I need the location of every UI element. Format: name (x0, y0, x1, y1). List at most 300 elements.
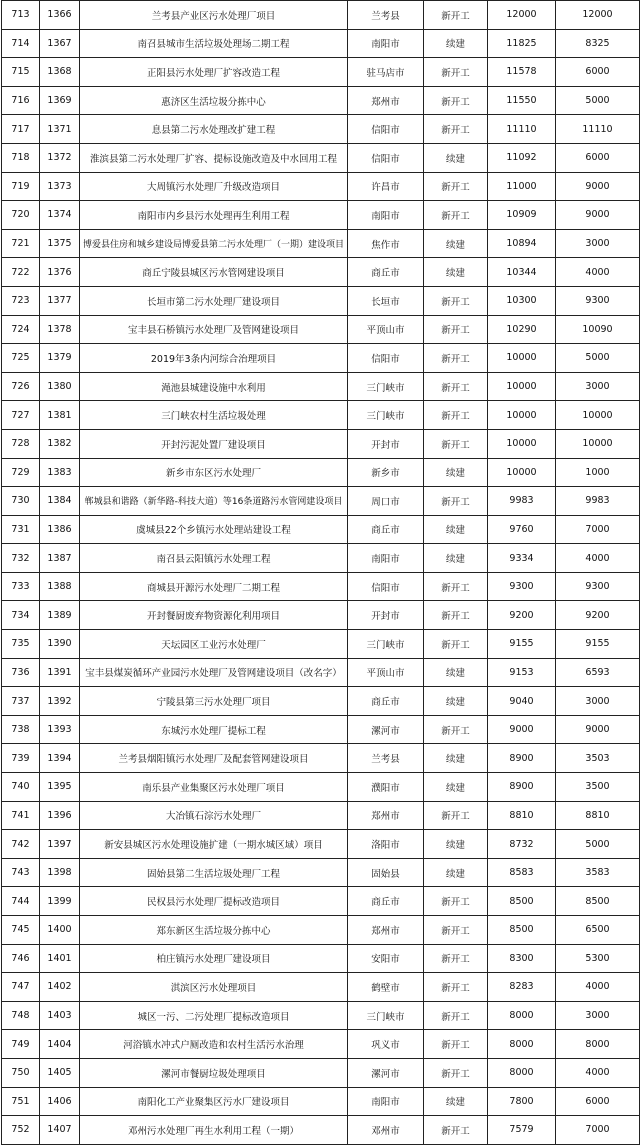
city-cell: 信阳市 (348, 115, 424, 144)
table-row (2, 401, 640, 430)
table-row (2, 1001, 640, 1030)
status-cell: 续建 (424, 458, 488, 487)
project-name-cell: 博爱县住房和城乡建设局博爱县第二污水处理厂（一期）建设项目 (80, 229, 348, 258)
project-id-cell: 1379 (40, 344, 80, 373)
project-id-cell: 1369 (40, 86, 80, 115)
total-investment-cell: 10000 (488, 372, 556, 401)
planned-investment-cell: 5000 (556, 344, 640, 373)
planned-investment-cell: 5300 (556, 944, 640, 973)
project-name-cell: 虞城县22个乡镇污水处理站建设工程 (80, 515, 348, 544)
status-cell: 新开工 (424, 58, 488, 87)
total-investment-cell: 8000 (488, 1058, 556, 1087)
project-name-cell: 惠济区生活垃圾分拣中心 (80, 86, 348, 115)
project-name-cell: 大周镇污水处理厂升级改造项目 (80, 172, 348, 201)
total-investment-cell: 7800 (488, 1087, 556, 1116)
status-cell: 续建 (424, 1087, 488, 1116)
table-row (2, 29, 640, 58)
project-id-cell: 1383 (40, 458, 80, 487)
planned-investment-cell: 8810 (556, 801, 640, 830)
total-investment-cell: 10909 (488, 201, 556, 230)
row-index-cell: 739 (2, 744, 40, 773)
project-id-cell: 1396 (40, 801, 80, 830)
planned-investment-cell: 12000 (556, 1, 640, 30)
project-name-cell: 淇滨区污水处理项目 (80, 973, 348, 1002)
table-row (2, 572, 640, 601)
planned-investment-cell: 10090 (556, 315, 640, 344)
planned-investment-cell: 11110 (556, 115, 640, 144)
city-cell: 商丘市 (348, 887, 424, 916)
row-index-cell: 748 (2, 1001, 40, 1030)
row-index-cell: 749 (2, 1030, 40, 1059)
project-id-cell: 1376 (40, 258, 80, 287)
project-name-cell: 正阳县污水处理厂扩容改造工程 (80, 58, 348, 87)
project-id-cell: 1380 (40, 372, 80, 401)
table-row (2, 773, 640, 802)
planned-investment-cell: 3583 (556, 858, 640, 887)
city-cell: 周口市 (348, 487, 424, 516)
row-index-cell: 716 (2, 86, 40, 115)
city-cell: 长垣市 (348, 286, 424, 315)
status-cell: 新开工 (424, 801, 488, 830)
city-cell: 商丘市 (348, 687, 424, 716)
status-cell: 新开工 (424, 86, 488, 115)
project-id-cell: 1401 (40, 944, 80, 973)
project-name-cell: 淮滨县第二污水处理厂扩容、提标设施改造及中水回用工程 (80, 143, 348, 172)
status-cell: 续建 (424, 773, 488, 802)
row-index-cell: 726 (2, 372, 40, 401)
table-row (2, 830, 640, 859)
project-id-cell: 1393 (40, 715, 80, 744)
project-name-cell: 郸城县和谐路（新华路-科技大道）等16条道路污水管网建设项目 (80, 487, 348, 516)
table-row (2, 1, 640, 30)
row-index-cell: 717 (2, 115, 40, 144)
total-investment-cell: 7579 (488, 1116, 556, 1145)
project-id-cell: 1405 (40, 1058, 80, 1087)
project-name-cell: 城区一污、二污处理厂提标改造项目 (80, 1001, 348, 1030)
status-cell: 新开工 (424, 115, 488, 144)
total-investment-cell: 10000 (488, 458, 556, 487)
project-id-cell: 1378 (40, 315, 80, 344)
project-id-cell: 1399 (40, 887, 80, 916)
status-cell: 续建 (424, 544, 488, 573)
project-id-cell: 1390 (40, 630, 80, 659)
table-row (2, 344, 640, 373)
row-index-cell: 736 (2, 658, 40, 687)
status-cell: 新开工 (424, 315, 488, 344)
table-row (2, 143, 640, 172)
planned-investment-cell: 6000 (556, 143, 640, 172)
total-investment-cell: 8732 (488, 830, 556, 859)
table-row (2, 229, 640, 258)
total-investment-cell: 10300 (488, 286, 556, 315)
status-cell: 续建 (424, 858, 488, 887)
project-id-cell: 1373 (40, 172, 80, 201)
planned-investment-cell: 6500 (556, 916, 640, 945)
project-name-cell: 兰考县烟阳镇污水处理厂及配套管网建设项目 (80, 744, 348, 773)
table-row (2, 715, 640, 744)
table-row (2, 630, 640, 659)
project-name-cell: 东城污水处理厂提标工程 (80, 715, 348, 744)
row-index-cell: 746 (2, 944, 40, 973)
table-row (2, 544, 640, 573)
table-row (2, 115, 640, 144)
project-id-cell: 1384 (40, 487, 80, 516)
table-row (2, 601, 640, 630)
total-investment-cell: 9983 (488, 487, 556, 516)
project-id-cell: 1368 (40, 58, 80, 87)
planned-investment-cell: 9000 (556, 201, 640, 230)
planned-investment-cell: 7000 (556, 515, 640, 544)
planned-investment-cell: 9300 (556, 572, 640, 601)
status-cell: 新开工 (424, 572, 488, 601)
status-cell: 新开工 (424, 286, 488, 315)
row-index-cell: 735 (2, 630, 40, 659)
status-cell: 续建 (424, 143, 488, 172)
total-investment-cell: 8500 (488, 916, 556, 945)
total-investment-cell: 8500 (488, 887, 556, 916)
status-cell: 新开工 (424, 1030, 488, 1059)
planned-investment-cell: 9200 (556, 601, 640, 630)
total-investment-cell: 9334 (488, 544, 556, 573)
project-name-cell: 南阳市内乡县污水处理再生利用工程 (80, 201, 348, 230)
planned-investment-cell: 6000 (556, 58, 640, 87)
row-index-cell: 742 (2, 830, 40, 859)
planned-investment-cell: 5000 (556, 86, 640, 115)
city-cell: 信阳市 (348, 344, 424, 373)
table-row (2, 973, 640, 1002)
table-row (2, 658, 640, 687)
project-name-cell: 邓州污水处理厂再生水利用工程（一期） (80, 1116, 348, 1145)
status-cell: 新开工 (424, 1058, 488, 1087)
status-cell: 新开工 (424, 601, 488, 630)
total-investment-cell: 11000 (488, 172, 556, 201)
city-cell: 焦作市 (348, 229, 424, 258)
city-cell: 南阳市 (348, 1087, 424, 1116)
city-cell: 平顶山市 (348, 315, 424, 344)
city-cell: 许昌市 (348, 172, 424, 201)
project-id-cell: 1387 (40, 544, 80, 573)
project-id-cell: 1395 (40, 773, 80, 802)
status-cell: 续建 (424, 658, 488, 687)
table-row (2, 58, 640, 87)
planned-investment-cell: 8500 (556, 887, 640, 916)
planned-investment-cell: 4000 (556, 1058, 640, 1087)
total-investment-cell: 9155 (488, 630, 556, 659)
project-id-cell: 1386 (40, 515, 80, 544)
row-index-cell: 732 (2, 544, 40, 573)
status-cell: 新开工 (424, 1, 488, 30)
project-name-cell: 商丘宁陵县城区污水管网建设项目 (80, 258, 348, 287)
planned-investment-cell: 10000 (556, 401, 640, 430)
row-index-cell: 750 (2, 1058, 40, 1087)
total-investment-cell: 8583 (488, 858, 556, 887)
planned-investment-cell: 1000 (556, 458, 640, 487)
city-cell: 开封市 (348, 601, 424, 630)
status-cell: 新开工 (424, 344, 488, 373)
city-cell: 南阳市 (348, 544, 424, 573)
status-cell: 新开工 (424, 715, 488, 744)
project-id-cell: 1372 (40, 143, 80, 172)
project-name-cell: 南召县城市生活垃圾处理场二期工程 (80, 29, 348, 58)
project-id-cell: 1374 (40, 201, 80, 230)
city-cell: 南阳市 (348, 29, 424, 58)
project-name-cell: 新安县城区污水处理设施扩建（一期水城区域）项目 (80, 830, 348, 859)
city-cell: 郑州市 (348, 916, 424, 945)
row-index-cell: 741 (2, 801, 40, 830)
row-index-cell: 720 (2, 201, 40, 230)
project-name-cell: 新乡市东区污水处理厂 (80, 458, 348, 487)
project-id-cell: 1407 (40, 1116, 80, 1145)
planned-investment-cell: 3503 (556, 744, 640, 773)
table-row (2, 172, 640, 201)
row-index-cell: 722 (2, 258, 40, 287)
row-index-cell: 724 (2, 315, 40, 344)
status-cell: 新开工 (424, 372, 488, 401)
project-id-cell: 1391 (40, 658, 80, 687)
city-cell: 商丘市 (348, 515, 424, 544)
table-row (2, 372, 640, 401)
project-name-cell: 渑池县城建设施中水利用 (80, 372, 348, 401)
row-index-cell: 727 (2, 401, 40, 430)
project-id-cell: 1400 (40, 916, 80, 945)
total-investment-cell: 8000 (488, 1030, 556, 1059)
city-cell: 商丘市 (348, 258, 424, 287)
status-cell: 新开工 (424, 887, 488, 916)
row-index-cell: 725 (2, 344, 40, 373)
planned-investment-cell: 7000 (556, 1116, 640, 1145)
project-name-cell: 开封餐厨废弃物资源化利用项目 (80, 601, 348, 630)
row-index-cell: 738 (2, 715, 40, 744)
city-cell: 平顶山市 (348, 658, 424, 687)
project-name-cell: 宁陵县第三污水处理厂项目 (80, 687, 348, 716)
row-index-cell: 737 (2, 687, 40, 716)
status-cell: 新开工 (424, 487, 488, 516)
row-index-cell: 730 (2, 487, 40, 516)
project-name-cell: 宝丰县石桥镇污水处理厂及管网建设项目 (80, 315, 348, 344)
project-id-cell: 1375 (40, 229, 80, 258)
table-row (2, 1030, 640, 1059)
total-investment-cell: 11825 (488, 29, 556, 58)
row-index-cell: 728 (2, 429, 40, 458)
total-investment-cell: 10000 (488, 401, 556, 430)
total-investment-cell: 10894 (488, 229, 556, 258)
city-cell: 兰考县 (348, 744, 424, 773)
city-cell: 安阳市 (348, 944, 424, 973)
table-row (2, 858, 640, 887)
project-id-cell: 1406 (40, 1087, 80, 1116)
total-investment-cell: 9040 (488, 687, 556, 716)
project-id-cell: 1371 (40, 115, 80, 144)
status-cell: 续建 (424, 744, 488, 773)
project-name-cell: 长垣市第二污水处理厂建设项目 (80, 286, 348, 315)
row-index-cell: 740 (2, 773, 40, 802)
planned-investment-cell: 9000 (556, 172, 640, 201)
total-investment-cell: 8900 (488, 773, 556, 802)
status-cell: 续建 (424, 830, 488, 859)
project-name-cell: 郑东新区生活垃圾分拣中心 (80, 916, 348, 945)
total-investment-cell: 11110 (488, 115, 556, 144)
project-id-cell: 1404 (40, 1030, 80, 1059)
table-row (2, 744, 640, 773)
project-name-cell: 宝丰县煤炭循环产业园污水处理厂及管网建设项目（改名字） (80, 658, 348, 687)
total-investment-cell: 10000 (488, 429, 556, 458)
total-investment-cell: 8300 (488, 944, 556, 973)
project-name-cell: 商城县开源污水处理厂二期工程 (80, 572, 348, 601)
row-index-cell: 714 (2, 29, 40, 58)
total-investment-cell: 9300 (488, 572, 556, 601)
total-investment-cell: 8000 (488, 1001, 556, 1030)
planned-investment-cell: 4000 (556, 544, 640, 573)
city-cell: 兰考县 (348, 1, 424, 30)
project-id-cell: 1397 (40, 830, 80, 859)
project-id-cell: 1398 (40, 858, 80, 887)
project-table (1, 0, 640, 1145)
planned-investment-cell: 6000 (556, 1087, 640, 1116)
total-investment-cell: 9000 (488, 715, 556, 744)
table-row (2, 1058, 640, 1087)
city-cell: 漯河市 (348, 715, 424, 744)
planned-investment-cell: 10000 (556, 429, 640, 458)
project-name-cell: 民权县污水处理厂提标改造项目 (80, 887, 348, 916)
status-cell: 新开工 (424, 944, 488, 973)
project-id-cell: 1381 (40, 401, 80, 430)
city-cell: 信阳市 (348, 572, 424, 601)
status-cell: 续建 (424, 229, 488, 258)
city-cell: 固始县 (348, 858, 424, 887)
city-cell: 新乡市 (348, 458, 424, 487)
city-cell: 漯河市 (348, 1058, 424, 1087)
planned-investment-cell: 3000 (556, 229, 640, 258)
project-id-cell: 1366 (40, 1, 80, 30)
city-cell: 信阳市 (348, 143, 424, 172)
total-investment-cell: 11550 (488, 86, 556, 115)
status-cell: 新开工 (424, 401, 488, 430)
planned-investment-cell: 8325 (556, 29, 640, 58)
status-cell: 续建 (424, 258, 488, 287)
project-name-cell: 息县第二污水处理改扩建工程 (80, 115, 348, 144)
status-cell: 新开工 (424, 1001, 488, 1030)
total-investment-cell: 9200 (488, 601, 556, 630)
planned-investment-cell: 9983 (556, 487, 640, 516)
total-investment-cell: 10290 (488, 315, 556, 344)
total-investment-cell: 12000 (488, 1, 556, 30)
project-name-cell: 漯河市餐厨垃圾处理项目 (80, 1058, 348, 1087)
row-index-cell: 743 (2, 858, 40, 887)
total-investment-cell: 10344 (488, 258, 556, 287)
city-cell: 南阳市 (348, 201, 424, 230)
total-investment-cell: 9153 (488, 658, 556, 687)
row-index-cell: 719 (2, 172, 40, 201)
table-row (2, 487, 640, 516)
table-row (2, 258, 640, 287)
table-row (2, 286, 640, 315)
row-index-cell: 715 (2, 58, 40, 87)
total-investment-cell: 9760 (488, 515, 556, 544)
project-table-body (2, 1, 640, 1145)
total-investment-cell: 10000 (488, 344, 556, 373)
project-name-cell: 南阳化工产业聚集区污水厂建设项目 (80, 1087, 348, 1116)
project-name-cell: 固始县第二生活垃圾处理厂工程 (80, 858, 348, 887)
city-cell: 鹤壁市 (348, 973, 424, 1002)
project-name-cell: 天坛园区工业污水处理厂 (80, 630, 348, 659)
city-cell: 开封市 (348, 429, 424, 458)
project-name-cell: 大冶镇石淙污水处理厂 (80, 801, 348, 830)
table-row (2, 458, 640, 487)
planned-investment-cell: 3000 (556, 372, 640, 401)
planned-investment-cell: 9300 (556, 286, 640, 315)
city-cell: 郑州市 (348, 86, 424, 115)
project-name-cell: 南召县云阳镇污水处理工程 (80, 544, 348, 573)
row-index-cell: 752 (2, 1116, 40, 1145)
project-name-cell: 河浴镇水冲式户厕改造和农村生活污水治理 (80, 1030, 348, 1059)
status-cell: 新开工 (424, 1116, 488, 1145)
planned-investment-cell: 4000 (556, 973, 640, 1002)
table-row (2, 944, 640, 973)
planned-investment-cell: 9155 (556, 630, 640, 659)
project-id-cell: 1403 (40, 1001, 80, 1030)
row-index-cell: 751 (2, 1087, 40, 1116)
status-cell: 新开工 (424, 201, 488, 230)
status-cell: 新开工 (424, 172, 488, 201)
city-cell: 驻马店市 (348, 58, 424, 87)
table-row (2, 429, 640, 458)
row-index-cell: 713 (2, 1, 40, 30)
project-id-cell: 1388 (40, 572, 80, 601)
project-name-cell: 兰考县产业区污水处理厂项目 (80, 1, 348, 30)
row-index-cell: 731 (2, 515, 40, 544)
status-cell: 续建 (424, 687, 488, 716)
city-cell: 三门峡市 (348, 372, 424, 401)
planned-investment-cell: 6593 (556, 658, 640, 687)
project-id-cell: 1382 (40, 429, 80, 458)
total-investment-cell: 8283 (488, 973, 556, 1002)
project-name-cell: 开封污泥处置厂建设项目 (80, 429, 348, 458)
row-index-cell: 745 (2, 916, 40, 945)
planned-investment-cell: 3000 (556, 687, 640, 716)
status-cell: 新开工 (424, 429, 488, 458)
total-investment-cell: 11092 (488, 143, 556, 172)
table-row (2, 801, 640, 830)
total-investment-cell: 11578 (488, 58, 556, 87)
planned-investment-cell: 4000 (556, 258, 640, 287)
table-row (2, 687, 640, 716)
project-id-cell: 1367 (40, 29, 80, 58)
table-row (2, 201, 640, 230)
row-index-cell: 734 (2, 601, 40, 630)
planned-investment-cell: 8000 (556, 1030, 640, 1059)
project-id-cell: 1402 (40, 973, 80, 1002)
total-investment-cell: 8810 (488, 801, 556, 830)
table-row (2, 86, 640, 115)
status-cell: 新开工 (424, 973, 488, 1002)
status-cell: 续建 (424, 29, 488, 58)
city-cell: 三门峡市 (348, 1001, 424, 1030)
row-index-cell: 747 (2, 973, 40, 1002)
table-row (2, 887, 640, 916)
city-cell: 洛阳市 (348, 830, 424, 859)
planned-investment-cell: 9000 (556, 715, 640, 744)
planned-investment-cell: 3000 (556, 1001, 640, 1030)
project-id-cell: 1394 (40, 744, 80, 773)
project-id-cell: 1392 (40, 687, 80, 716)
planned-investment-cell: 3500 (556, 773, 640, 802)
city-cell: 巩义市 (348, 1030, 424, 1059)
city-cell: 濮阳市 (348, 773, 424, 802)
project-name-cell: 柏庄镇污水处理厂建设项目 (80, 944, 348, 973)
project-id-cell: 1377 (40, 286, 80, 315)
row-index-cell: 729 (2, 458, 40, 487)
city-cell: 邓州市 (348, 1116, 424, 1145)
